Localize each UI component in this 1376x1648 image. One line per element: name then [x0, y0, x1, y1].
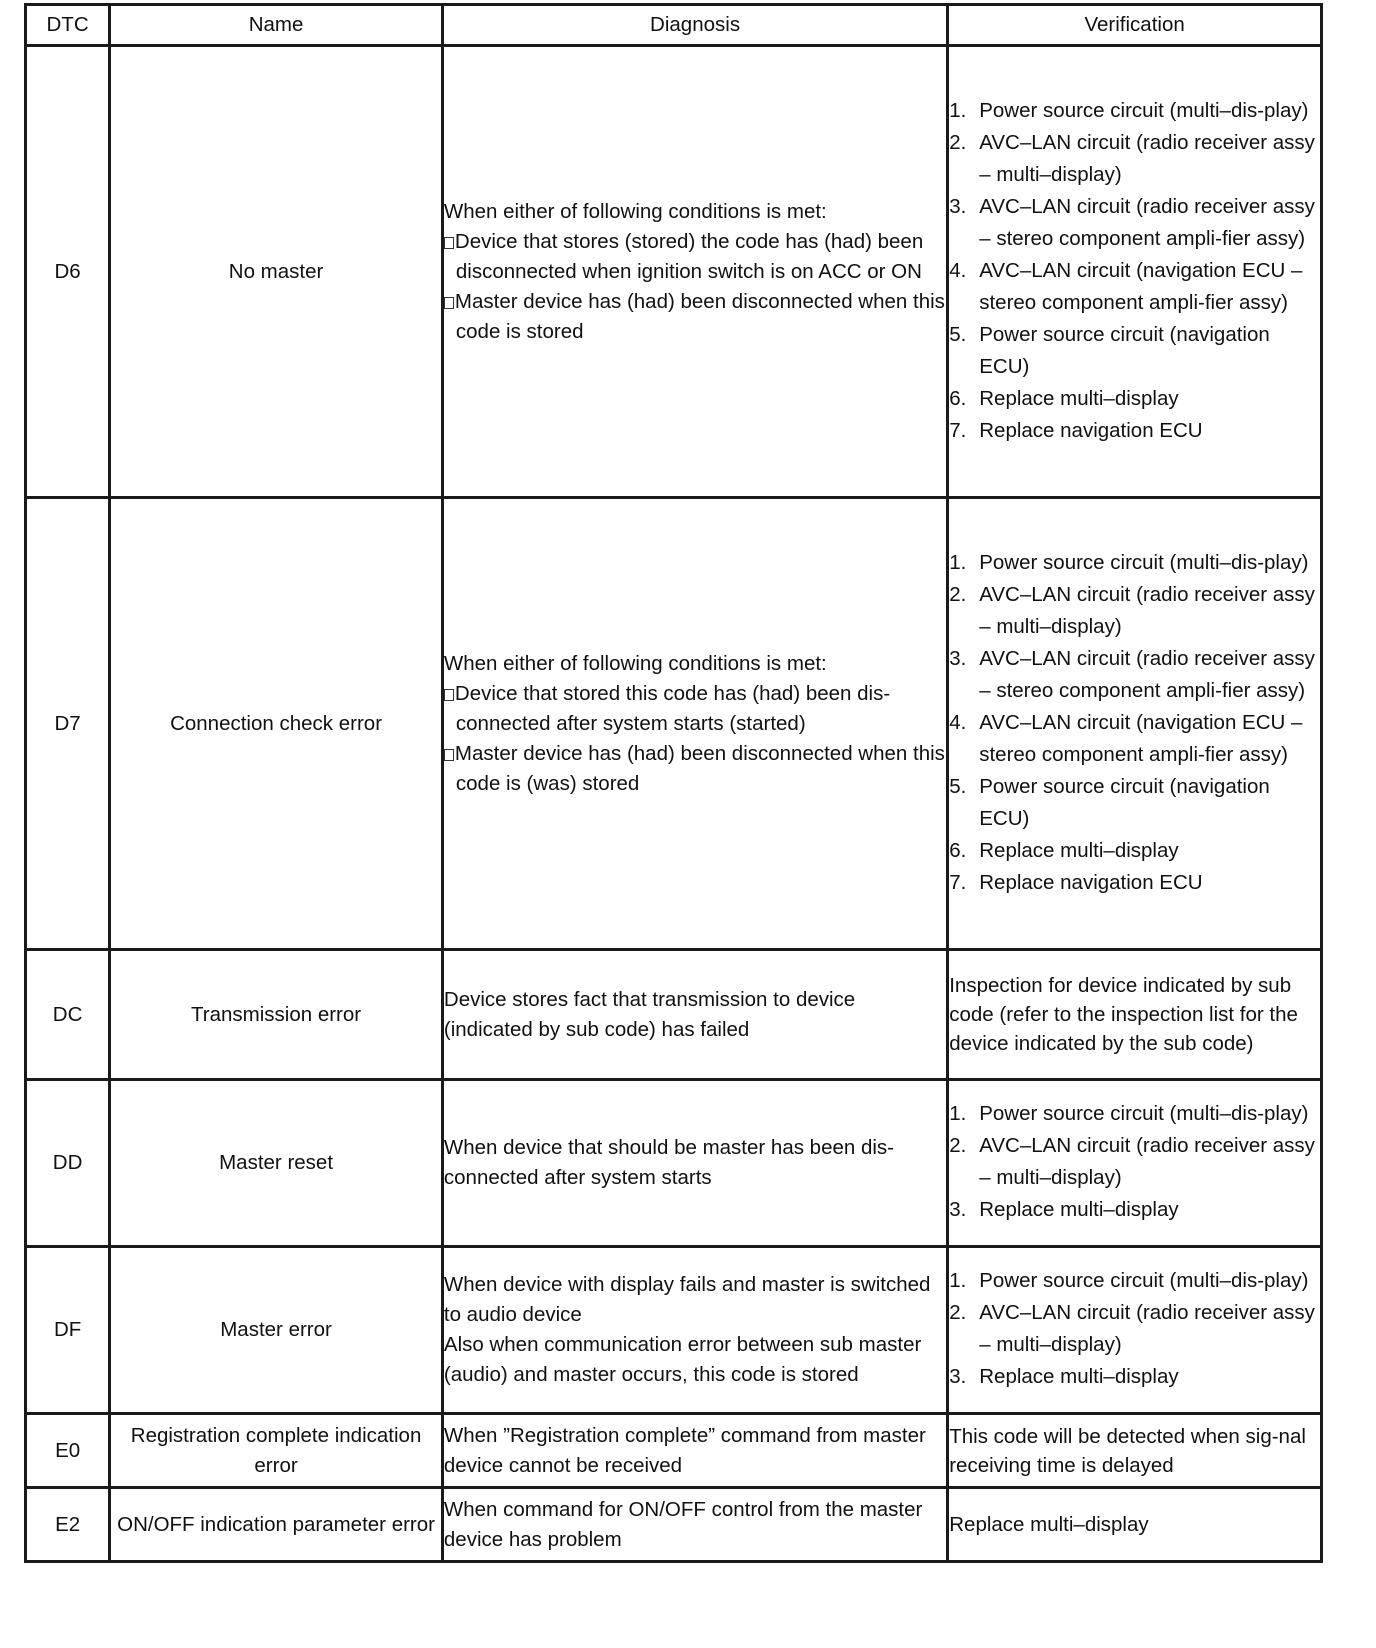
step-number: 6. [949, 838, 967, 862]
verification-step [949, 383, 1320, 415]
diagnosis-condition-text: Master device has (had) been disconnected when this code is stored [454, 289, 945, 343]
step-number: 3. [949, 194, 967, 218]
verification-step [949, 867, 1320, 899]
verification-step [949, 1297, 1320, 1361]
verification-step-text: Replace multi–display [979, 838, 1179, 862]
diagnosis-condition [444, 227, 946, 287]
diagnosis-text: Device stores fact that transmission to device (indicated by sub code) has failed [443, 987, 856, 1041]
table-row [26, 1247, 1322, 1414]
checkbox-square-icon [444, 749, 454, 761]
checkbox-square-icon [444, 237, 454, 249]
verification-step-text: AVC–LAN circuit (radio receiver assy – stereo component ampli-fier assy) [979, 646, 1315, 702]
step-number: 1. [949, 1102, 967, 1125]
verification-cell [948, 1247, 1322, 1414]
table-row [26, 1080, 1322, 1247]
step-number: 2. [949, 130, 967, 154]
diagnosis-condition [444, 287, 946, 347]
step-number: 2. [949, 1134, 967, 1157]
diagnosis-text: When device with display fails and master is switched to audio device [443, 1273, 931, 1326]
dtc-name-cell: Master reset [110, 1080, 443, 1247]
verification-step-text: Replace multi–display [979, 1198, 1179, 1221]
diagnosis-condition [444, 739, 946, 799]
verification-step-text: Replace navigation ECU [979, 870, 1203, 894]
diagnosis-text: When command for ON/OFF control from the master device has problem [443, 1497, 923, 1551]
verification-step [949, 707, 1320, 771]
table-body [26, 46, 1322, 1562]
dtc-name-cell: Registration complete indication error [110, 1414, 443, 1488]
verification-step [949, 1194, 1320, 1226]
dtc-code-cell: E0 [26, 1414, 110, 1488]
verification-list [949, 1259, 1320, 1401]
verification-cell [948, 1488, 1322, 1562]
verification-step-text: AVC–LAN circuit (radio receiver assy – multi–display) [979, 130, 1315, 186]
verification-step [949, 255, 1320, 319]
dtc-code-cell: D7 [26, 498, 110, 950]
verification-step-text: AVC–LAN circuit (navigation ECU – stereo component ampli-fier assy) [979, 258, 1303, 314]
header-verification: Verification [948, 5, 1322, 46]
dtc-code-cell: E2 [26, 1488, 110, 1562]
verification-list [949, 89, 1320, 455]
step-number: 4. [949, 258, 967, 282]
verification-step-text: Power source circuit (multi–dis-play) [979, 98, 1309, 122]
verification-step [949, 835, 1320, 867]
verification-step-text: Replace multi–display [979, 386, 1179, 410]
diagnosis-cell [442, 46, 947, 498]
header-dtc: DTC [26, 5, 110, 46]
step-number: 1. [949, 550, 967, 574]
verification-step [949, 319, 1320, 383]
diagnosis-cell [442, 1414, 947, 1488]
verification-list [949, 541, 1320, 907]
diagnosis-condition-text: Device that stores (stored) the code has (had) been disconnected when ignition switch is on ACC or ON [454, 229, 924, 283]
diagnosis-cell [442, 950, 947, 1080]
verification-step-text: Power source circuit (navigation ECU) [979, 322, 1270, 378]
table-row [26, 46, 1322, 498]
header-diagnosis: Diagnosis [442, 5, 947, 46]
verification-step-text: Power source circuit (navigation ECU) [979, 774, 1270, 830]
step-number: 3. [949, 646, 967, 670]
step-number: 7. [949, 870, 967, 894]
step-number: 4. [949, 710, 967, 734]
verification-step [949, 547, 1320, 579]
verification-step [949, 1130, 1320, 1194]
verification-step-text: Power source circuit (multi–dis-play) [979, 1102, 1309, 1125]
dtc-code-cell: DD [26, 1080, 110, 1247]
diagnosis-condition-text: Master device has (had) been disconnected when this code is (was) stored [454, 741, 945, 795]
step-number: 3. [949, 1365, 967, 1388]
table-header-row [26, 5, 1322, 46]
diagnosis-text: When device that should be master has been dis-connected after system starts [443, 1136, 895, 1189]
table-row [26, 1414, 1322, 1488]
dtc-name-cell: ON/OFF indication parameter error [110, 1488, 443, 1562]
verification-step-text: Replace navigation ECU [979, 418, 1203, 442]
step-number: 3. [949, 1198, 967, 1221]
verification-step-text: Power source circuit (multi–dis-play) [979, 1269, 1309, 1292]
diagnosis-text: When either of following conditions is met: [443, 199, 827, 223]
verification-step-text: AVC–LAN circuit (navigation ECU – stereo component ampli-fier assy) [979, 710, 1303, 766]
diagnosis-condition-text: Device that stored this code has (had) been dis-connected after system starts (started) [454, 681, 891, 735]
dtc-name-cell: Connection check error [110, 498, 443, 950]
verification-step [949, 191, 1320, 255]
step-number: 5. [949, 774, 967, 798]
dtc-table [24, 3, 1323, 1563]
dtc-code-cell: DC [26, 950, 110, 1080]
verification-step [949, 1098, 1320, 1130]
diagnosis-cell [442, 498, 947, 950]
verification-text: Replace multi–display [949, 1513, 1149, 1536]
diagnosis-cell [442, 1488, 947, 1562]
verification-step-text: AVC–LAN circuit (radio receiver assy – multi–display) [979, 1301, 1315, 1356]
verification-step-text: Replace multi–display [979, 1365, 1179, 1388]
step-number: 1. [949, 1269, 967, 1292]
step-number: 7. [949, 418, 967, 442]
verification-step [949, 1361, 1320, 1393]
table-row [26, 498, 1322, 950]
dtc-name-cell: No master [110, 46, 443, 498]
dtc-code-cell: DF [26, 1247, 110, 1414]
verification-step [949, 643, 1320, 707]
verification-cell [948, 950, 1322, 1080]
diagnosis-extra-text: Also when communication error between sub master (audio) and master occurs, this code is stored [443, 1333, 922, 1386]
step-number: 2. [949, 582, 967, 606]
verification-step-text: Power source circuit (multi–dis-play) [979, 550, 1309, 574]
verification-step [949, 415, 1320, 447]
step-number: 5. [949, 322, 967, 346]
diagnosis-condition [444, 679, 946, 739]
step-number: 1. [949, 98, 967, 122]
dtc-name-cell: Transmission error [110, 950, 443, 1080]
verification-cell [948, 46, 1322, 498]
table-row [26, 1488, 1322, 1562]
verification-step [949, 579, 1320, 643]
checkbox-square-icon [444, 689, 454, 701]
verification-step-text: AVC–LAN circuit (radio receiver assy – stereo component ampli-fier assy) [979, 194, 1315, 250]
step-number: 2. [949, 1301, 967, 1324]
header-name: Name [110, 5, 443, 46]
verification-step [949, 95, 1320, 127]
verification-cell [948, 1080, 1322, 1247]
verification-text: Inspection for device indicated by sub code (refer to the inspection list for the device indicated by the sub code) [949, 974, 1298, 1055]
table-row [26, 950, 1322, 1080]
diagnosis-cell [442, 1247, 947, 1414]
verification-step-text: AVC–LAN circuit (radio receiver assy – multi–display) [979, 582, 1315, 638]
diagnosis-text: When ”Registration complete” command from master device cannot be received [443, 1423, 926, 1477]
verification-cell [948, 498, 1322, 950]
dtc-code-cell: D6 [26, 46, 110, 498]
checkbox-square-icon [444, 297, 454, 309]
dtc-name-cell: Master error [110, 1247, 443, 1414]
verification-step [949, 771, 1320, 835]
verification-step [949, 127, 1320, 191]
step-number: 6. [949, 386, 967, 410]
verification-step [949, 1265, 1320, 1297]
verification-step-text: AVC–LAN circuit (radio receiver assy – multi–display) [979, 1134, 1315, 1189]
diagnosis-text: When either of following conditions is met: [443, 651, 827, 675]
verification-cell [948, 1414, 1322, 1488]
verification-text: This code will be detected when sig-nal receiving time is delayed [949, 1424, 1306, 1477]
verification-list [949, 1092, 1320, 1234]
diagnosis-cell [442, 1080, 947, 1247]
